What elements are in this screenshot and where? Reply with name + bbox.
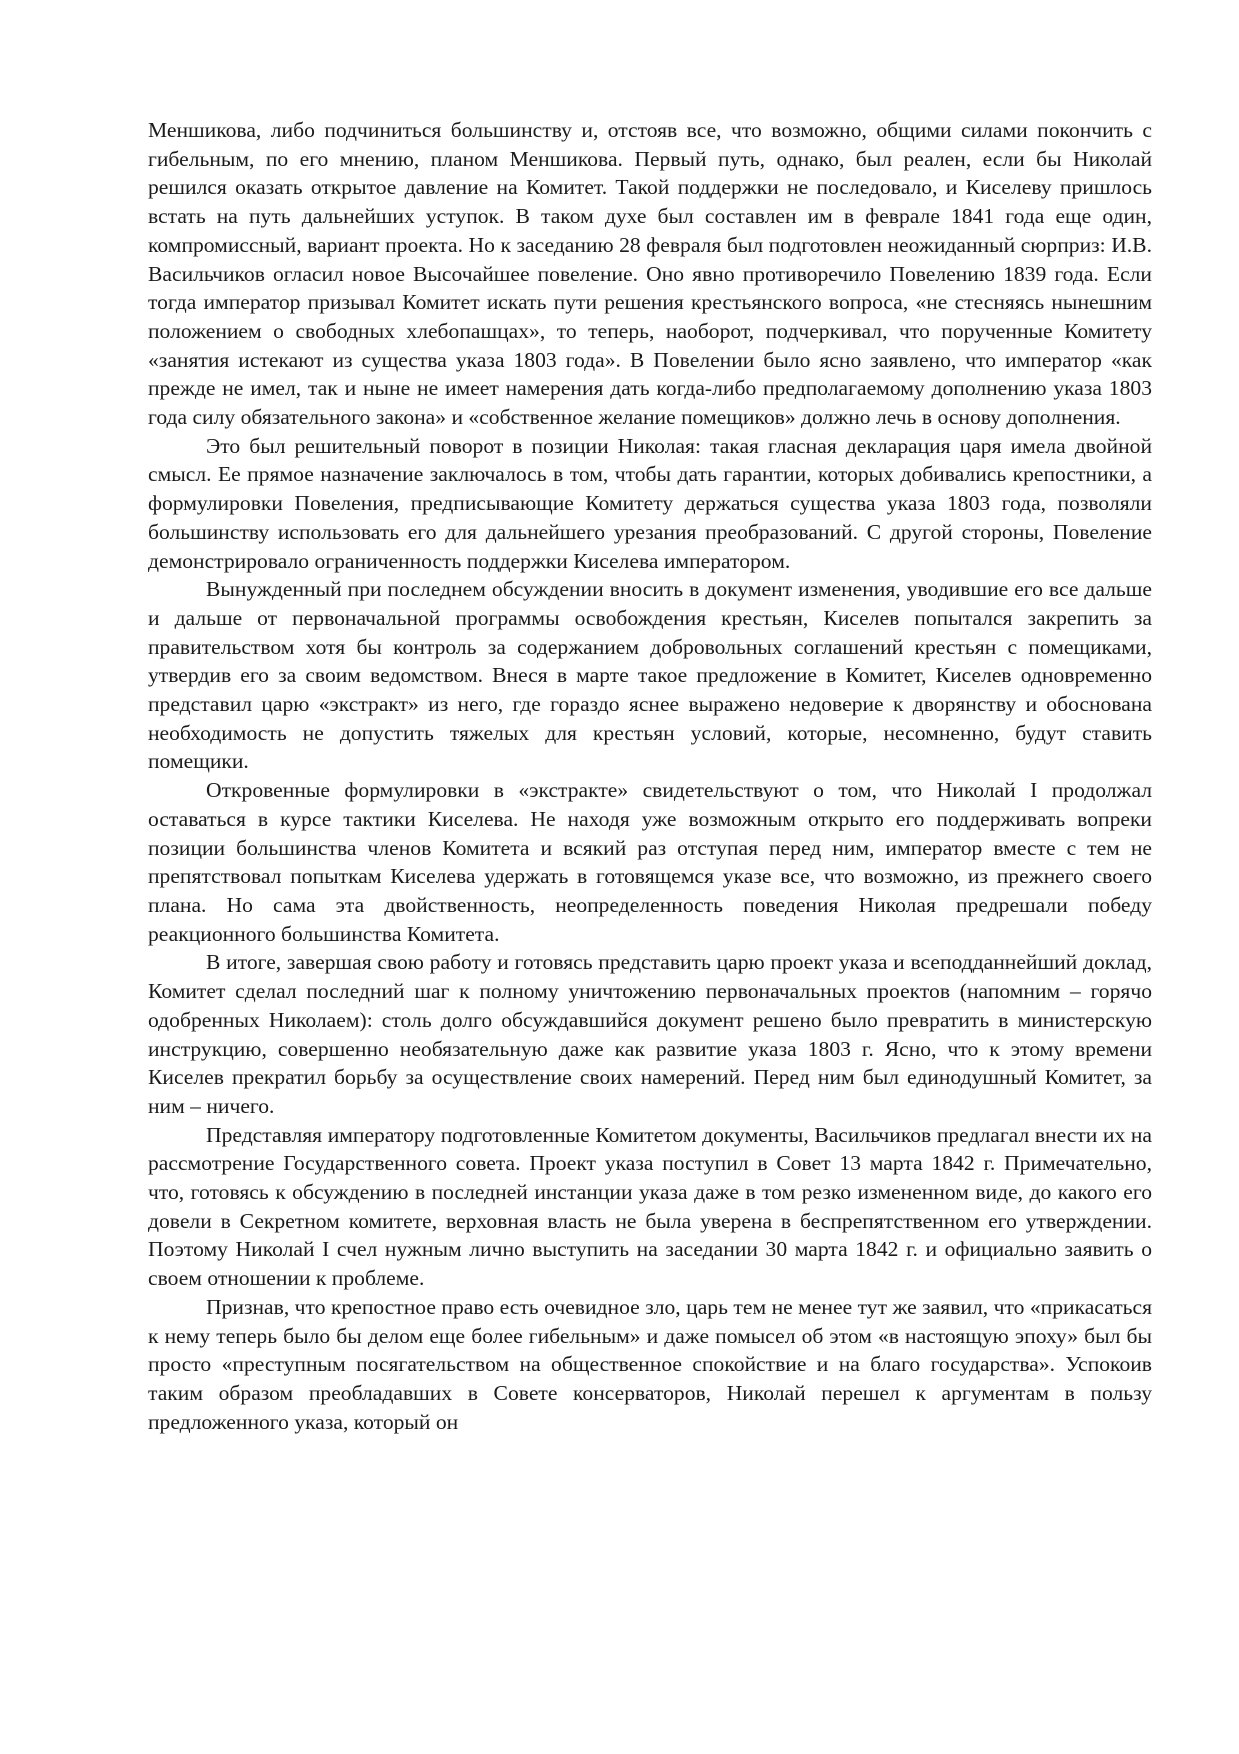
paragraph-2: Это был решительный поворот в позиции Николая: такая гласная декларация царя имела двойной смысл. Ее прямое назначение заключалось в том, чтобы дать гарантии, которых добивались крепостники, а формулировки Повеления, предписывающие Комитету держаться существа указа 1803 года, позволяли большинству использовать его для дальнейшего урезания преобразований. С другой стороны, Повеление демонстрировало ограниченность поддержки Киселева императором. bbox=[148, 433, 1152, 573]
paragraph-7: Признав, что крепостное право есть очевидное зло, царь тем не менее тут же заявил, что «прикасаться к нему теперь было бы делом еще более гибельным» и даже помысел об этом «в настоящую эпоху» был бы просто «преступным посягательством на общественное спокойствие и на благо государства». Успокоив таким образом преобладавших в Совете консерваторов, Николай перешел к аргументам в пользу предложенного указа, который он bbox=[148, 1294, 1152, 1434]
paragraph-6: Представляя императору подготовленные Комитетом документы, Васильчиков предлагал внести их на рассмотрение Государственного совета. Проект указа поступил в Совет 13 марта 1842 г. Примечательно, что, готовясь к обсуждению в последней инстанции указа даже в том резко измененном виде, до какого его довели в Секретном комитете, верховная власть не была уверена в беспрепятственном его утверждении. Поэтому Николай I счел нужным лично выступить на заседании 30 марта 1842 г. и официально заявить о своем отношении к проблеме. bbox=[148, 1122, 1152, 1291]
paragraph-4: Откровенные формулировки в «экстракте» свидетельствуют о том, что Николай I продолжал оставаться в курсе тактики Киселева. Не находя уже возможным открыто его поддерживать вопреки позиции большинства членов Комитета и всякий раз отступая перед ним, император вместе с тем не препятствовал попыткам Киселева удержать в готовящемся указе все, что возможно, из прежнего своего плана. Но сама эта двойственность, неопределенность поведения Николая предрешали победу реакционного большинства Комитета. bbox=[148, 778, 1152, 946]
paragraph-5: В итоге, завершая свою работу и готовясь представить царю проект указа и всеподданнейший доклад, Комитет сделал последний шаг к полному уничтожению первоначальных проектов (напомним – горячо одобренных Николаем): столь долго обсуждавшийся документ решено было превратить в министерскую инструкцию, совершенно необязательную даже как развитие указа 1803 г. Ясно, что к этому времени Киселев прекратил борьбу за осуществление своих намерений. Перед ним был единодушный Комитет, за ним – ничего. bbox=[148, 950, 1152, 1118]
paragraph-3: Вынужденный при последнем обсуждении вносить в документ изменения, уводившие его все дальше и дальше от первоначальной программы освобождения крестьян, Киселев попытался закрепить за правительством хотя бы контроль за содержанием добровольных соглашений крестьян с помещиками, утвердив его за своим ведомством. Внеся в марте такое предложение в Комитет, Киселев одновременно представил царю «экстракт» из него, где гораздо яснее выражено недоверие к дворянству и обоснована необходимость не допустить тяжелых для крестьян условий, которые, несомненно, будут ставить помещики. bbox=[148, 577, 1152, 774]
paragraph-1: Меншикова, либо подчиниться большинству и, отстояв все, что возможно, общими силами покончить с гибельным, по его мнению, планом Меншикова. Первый путь, однако, был реален, если бы Николай решился оказать открытое давление на Комитет. Такой поддержки не последовало, и Киселеву пришлось встать на путь дальнейших уступок. В таком духе был составлен им в феврале 1841 года еще один, компромиссный, вариант проекта. Но к заседанию 28 февраля был подготовлен неожиданный сюрприз: И.В. Васильчиков огласил новое Высочайшее повеление. Оно явно противоречило Повелению 1839 года. Если тогда император призывал Комитет искать пути решения крестьянского вопроса, «не стесняясь нынешним положением о свободных хлебопашцах», то теперь, наоборот, подчеркивал, что порученные Комитету «занятия истекают из существа указа 1803 года». В Повелении было ясно заявлено, что император «как прежде не имел, так и ныне не имеет намерения дать когда-либо предполагаемому дополнению указа 1803 года силу обязательного закона» и «собственное желание помещиков» должно лечь в основу дополнения. bbox=[148, 118, 1152, 430]
document-page bbox=[148, 116, 1152, 1436]
